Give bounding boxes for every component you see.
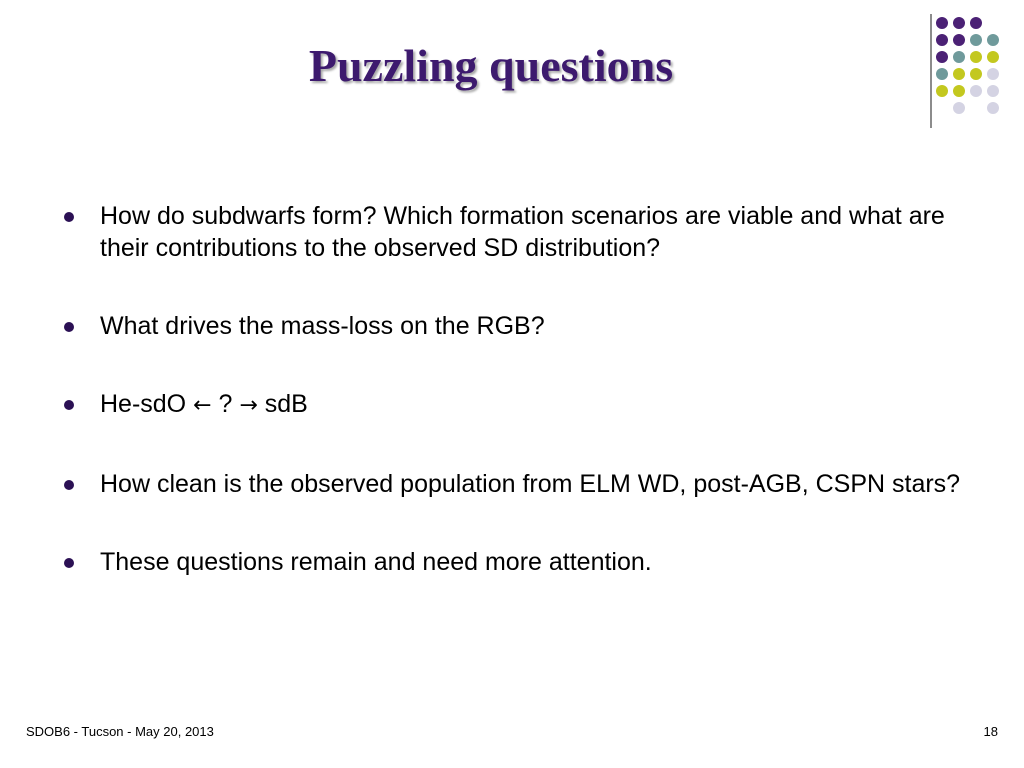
decorative-dot: [987, 51, 999, 63]
decorative-dot: [970, 85, 982, 97]
decorative-dot: [987, 68, 999, 80]
slide-title: Puzzling questions: [308, 40, 674, 91]
page-number: 18: [983, 724, 998, 739]
decorative-dot: [987, 102, 999, 114]
decorative-dot: [970, 68, 982, 80]
bullet-text-start: He-sdO: [100, 390, 187, 418]
arrow-left-icon: ←: [193, 393, 212, 418]
bullet-text: What drives the mass-loss on the RGB?: [100, 312, 545, 340]
bullet-list: [64, 200, 964, 578]
decorative-dot: [953, 34, 965, 46]
bullet-item: [64, 388, 964, 422]
decorative-dot: [987, 34, 999, 46]
bullet-icon: [64, 558, 74, 568]
decorative-dot: [970, 17, 982, 29]
bullet-text-middle: ?: [218, 390, 233, 418]
bullet-item: [64, 200, 964, 264]
bullet-text: How do subdwarfs form? Which formation scenarios are viable and what are their contributions to the observed SD distribution?: [100, 202, 945, 262]
decorative-dot: [953, 85, 965, 97]
decorative-dot: [953, 51, 965, 63]
decorative-dot: [953, 68, 965, 80]
decorative-dot: [987, 85, 999, 97]
bullet-icon: [64, 322, 74, 332]
arrow-right-icon: →: [239, 393, 258, 418]
bullet-item: [64, 468, 964, 500]
decorative-divider-line: [930, 14, 932, 128]
bullet-icon: [64, 212, 74, 222]
bullet-text: How clean is the observed population from ELM WD, post-AGB, CSPN stars?: [100, 470, 961, 498]
bullet-item: [64, 310, 964, 342]
decorative-dot: [953, 17, 965, 29]
decorative-dot: [936, 85, 948, 97]
bullet-icon: [64, 480, 74, 490]
decorative-dot: [970, 51, 982, 63]
decorative-dot: [936, 68, 948, 80]
decorative-dot: [970, 34, 982, 46]
decorative-dot: [953, 102, 965, 114]
bullet-item: [64, 546, 964, 578]
bullet-icon: [64, 400, 74, 410]
decorative-dot: [936, 17, 948, 29]
decorative-dot: [936, 51, 948, 63]
bullet-text: These questions remain and need more attention.: [100, 548, 652, 576]
bullet-text-end: sdB: [264, 390, 308, 418]
footer-text: SDOB6 - Tucson - May 20, 2013: [26, 724, 214, 739]
decorative-dot: [936, 34, 948, 46]
